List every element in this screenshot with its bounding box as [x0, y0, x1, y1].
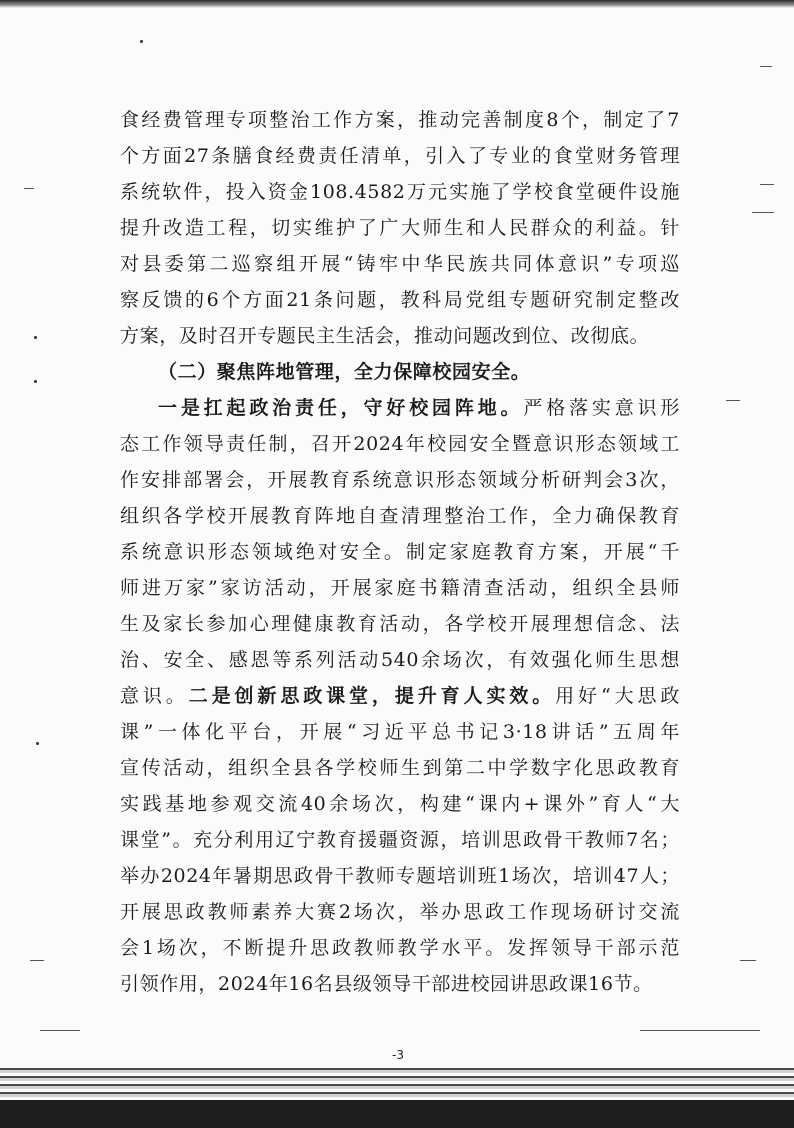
text-line: 课”一体化平台，开展“习近平总书记3·18讲话”五周年 — [120, 721, 680, 743]
text-line: 宣传活动，组织全县各学校师生到第二中学数字化思政教育 — [120, 757, 680, 779]
scan-mark — [30, 960, 44, 961]
scan-bottom-border — [0, 1100, 794, 1128]
text-line: 举办2024年暑期思政骨干教师专题培训班1场次，培训47人； — [120, 865, 680, 887]
text-line: 察反馈的6个方面21条问题，教科局党组专题研究制定整改 — [120, 289, 680, 311]
scan-mark — [24, 188, 34, 189]
text-span: 意识。 — [120, 685, 189, 707]
scan-speck — [140, 40, 143, 43]
mixed-line — [120, 678, 680, 714]
text-line: 师进万家”家访活动，开展家庭书籍清查活动，组织全县师 — [120, 577, 680, 599]
paragraph-lead-line — [120, 390, 680, 426]
scan-top-edge — [0, 0, 794, 8]
text-line: 态工作领导责任制，召开2024年校园安全暨意识形态领域工 — [120, 433, 680, 455]
scan-mark — [726, 400, 740, 401]
scan-mark — [760, 184, 774, 185]
text-line: 课堂”。充分利用辽宁教育援疆资源，培训思政骨干教师7名； — [120, 829, 680, 851]
page-number: -3 — [392, 1048, 404, 1062]
text-line: 食经费管理专项整治工作方案，推动完善制度8个，制定了7 — [120, 109, 680, 131]
bold-lead: 二是创新思政课堂，提升育人实效。 — [188, 685, 556, 707]
scan-speck — [34, 380, 37, 383]
document-body — [120, 102, 680, 1002]
text-span: 用好“大思政 — [555, 685, 680, 707]
text-line: 治、安全、感恩等系列活动540余场次，有效强化师生思想 — [120, 649, 680, 671]
text-line: 引领作用，2024年16名县级领导干部进校园讲思政课16节。 — [120, 973, 653, 995]
text-line: 实践基地参观交流40余场次，构建“课内+课外”育人“大 — [120, 793, 680, 815]
scan-speck — [36, 742, 39, 745]
text-line: 对县委第二巡察组开展“铸牢中华民族共同体意识”专项巡 — [120, 253, 680, 275]
section-heading: （二）聚焦阵地管理，全力保障校园安全。 — [158, 361, 531, 383]
text-line: 方案，及时召开专题民主生活会，推动问题改到位、改彻底。 — [120, 325, 650, 347]
text-line: 组织各学校开展教育阵地自查清理整治工作，全力确保教育 — [120, 505, 680, 527]
text-line: 提升改造工程，切实维护了广大师生和人民群众的利益。针 — [120, 217, 680, 239]
scan-mark — [752, 212, 774, 213]
scan-mark — [640, 1030, 760, 1031]
text-line: 开展思政教师素养大赛2场次，举办思政工作现场研讨交流 — [120, 901, 680, 923]
scan-mark — [760, 66, 772, 67]
text-line: 系统意识形态领域绝对安全。制定家庭教育方案，开展“千 — [120, 541, 680, 563]
text-line: 系统软件，投入资金108.4582万元实施了学校食堂硬件设施 — [120, 181, 680, 203]
text-line: 生及家长参加心理健康教育活动，各学校开展理想信念、法 — [120, 613, 680, 635]
scan-mark — [40, 1030, 80, 1031]
text-line: 会1场次，不断提升思政教师教学水平。发挥领导干部示范 — [120, 937, 680, 959]
text-line: 作安排部署会，开展教育系统意识形态领域分析研判会3次， — [120, 469, 680, 491]
bold-lead: 一是扛起政治责任，守好校园阵地。 — [158, 397, 524, 419]
scan-speck — [34, 336, 37, 339]
text-span: 严格落实意识形 — [523, 397, 680, 419]
scan-mark — [740, 960, 756, 961]
text-line: 个方面27条膳食经费责任清单，引入了专业的食堂财务管理 — [120, 145, 680, 167]
